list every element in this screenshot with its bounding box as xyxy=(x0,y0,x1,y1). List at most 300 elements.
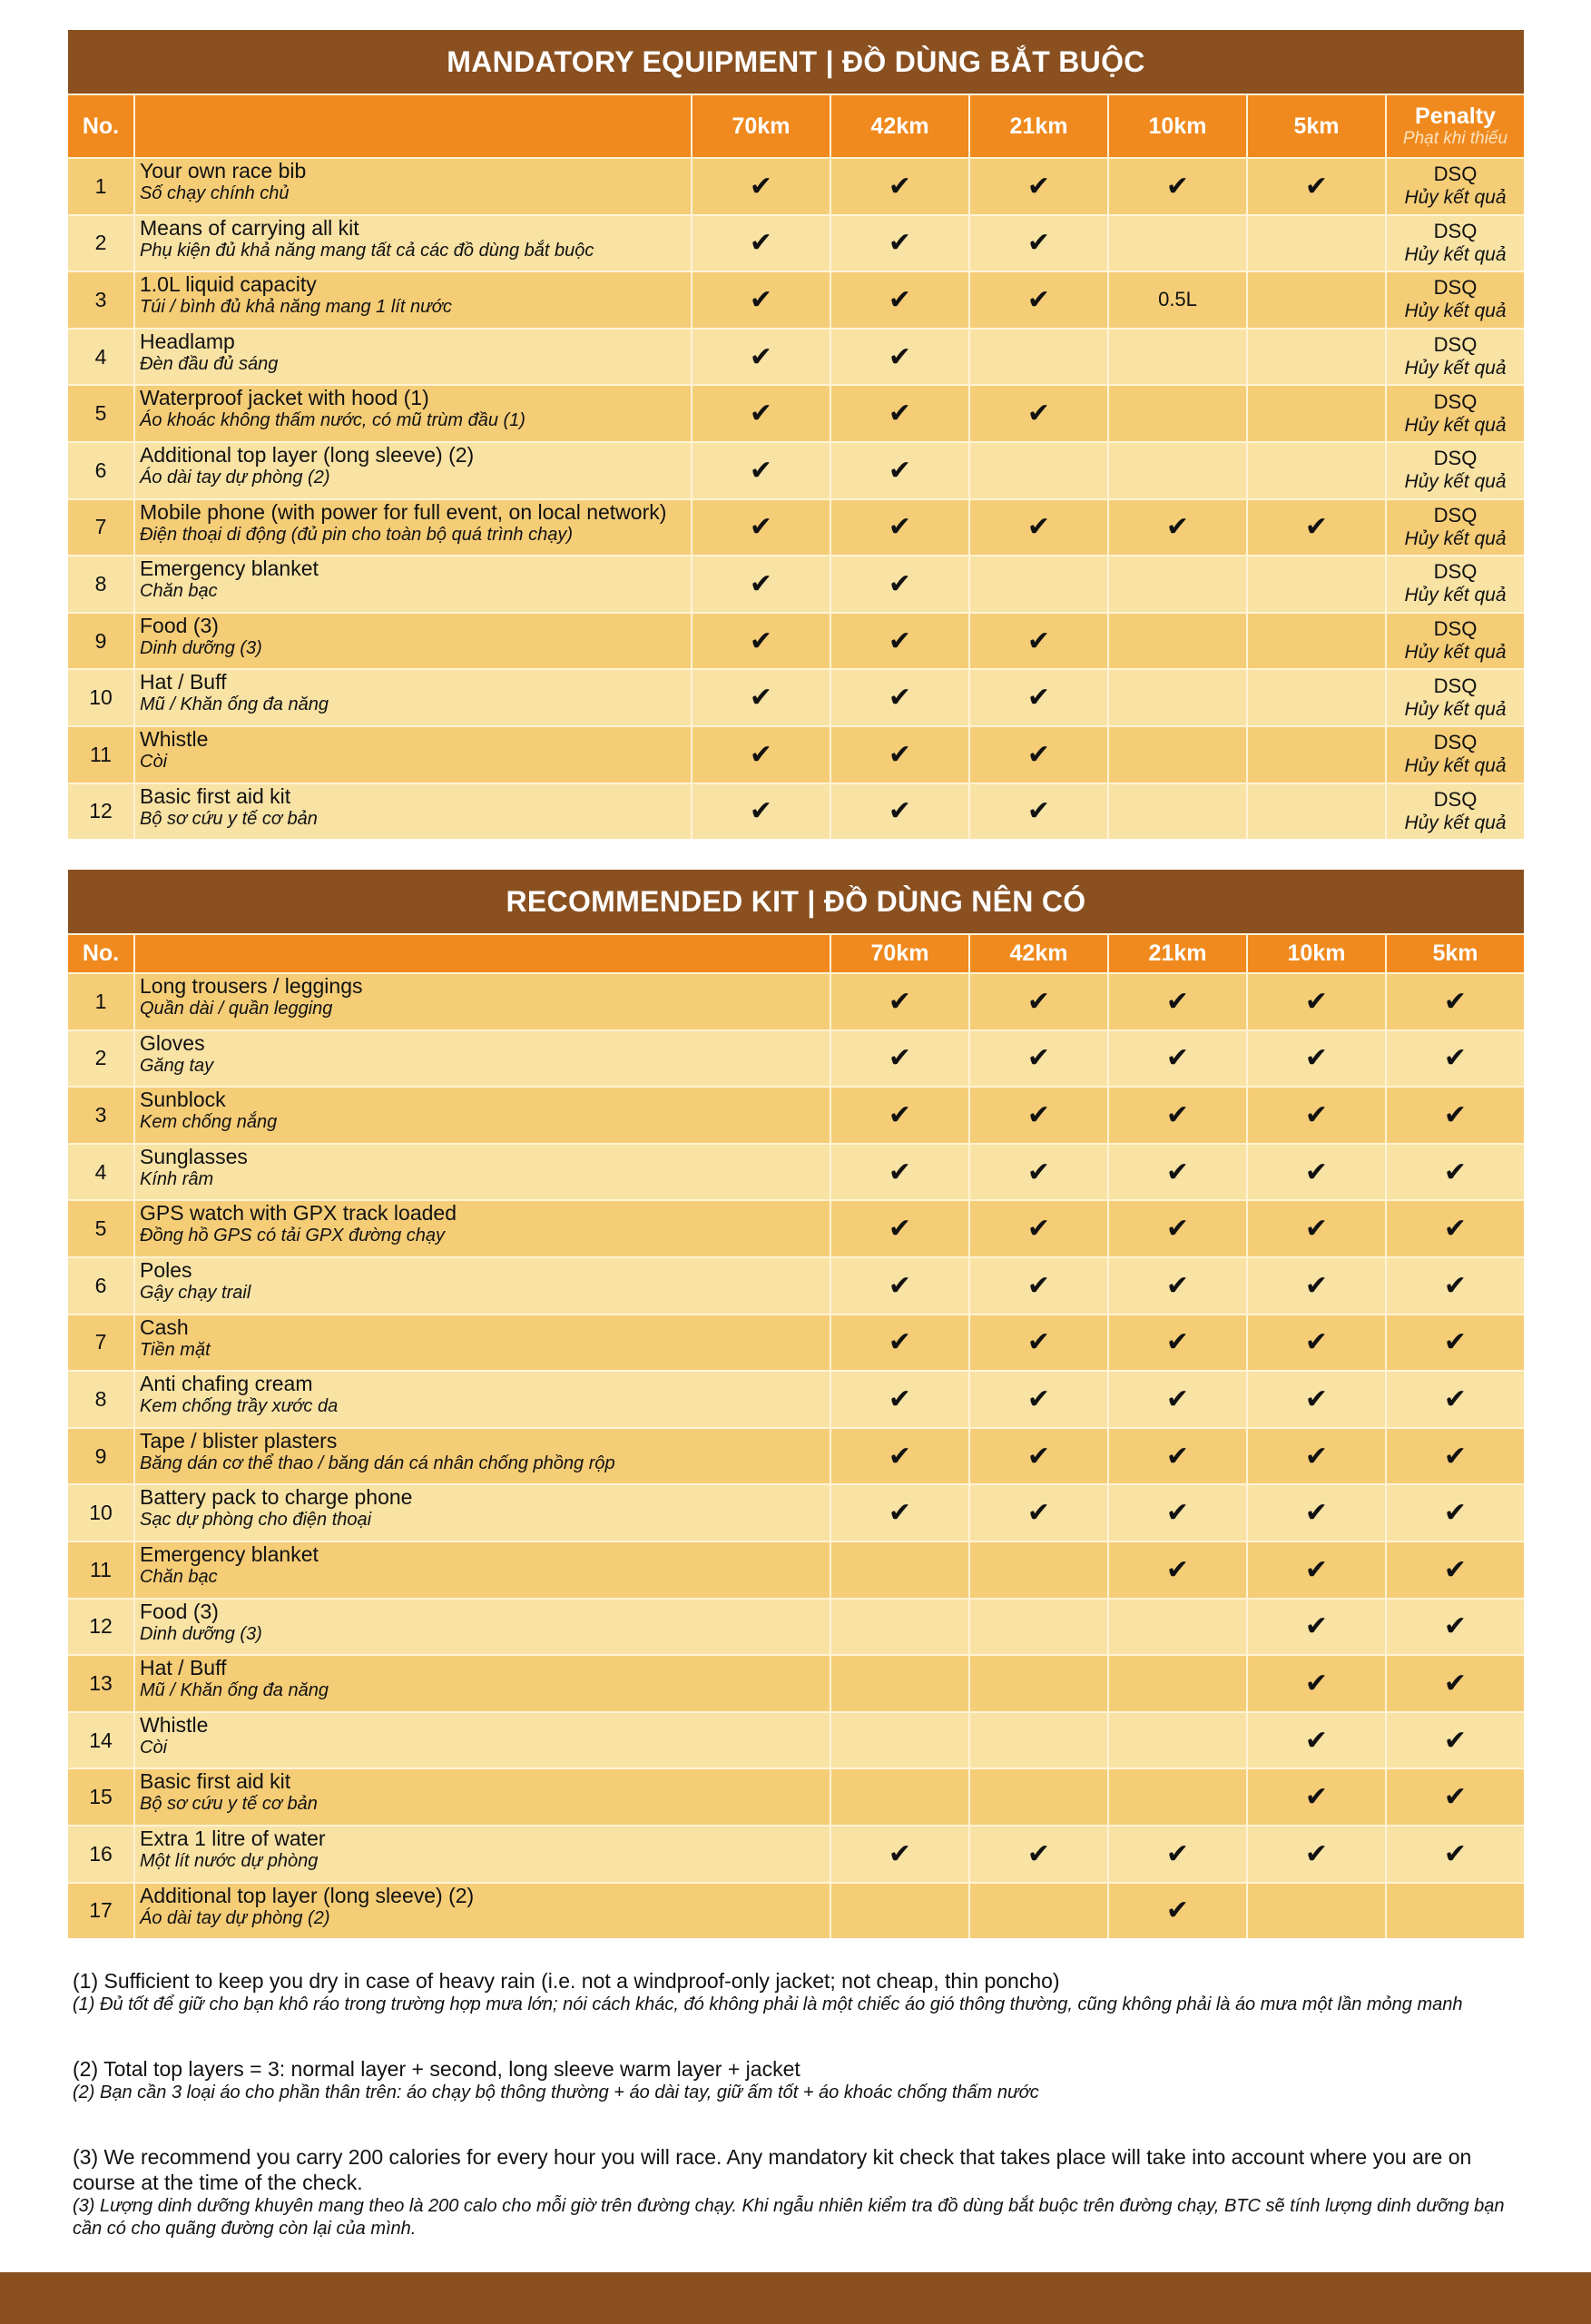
header-42km: 42km xyxy=(830,95,968,157)
row-number: 13 xyxy=(89,1670,113,1695)
cell-42km xyxy=(968,1656,1107,1711)
penalty-value: DSQ xyxy=(1433,219,1478,242)
check-icon-21km: ✔ xyxy=(968,272,1107,328)
item-name-vi: Dinh dưỡng (3) xyxy=(140,637,262,658)
header-no: No. xyxy=(82,940,120,966)
cell-10km xyxy=(1246,1884,1385,1939)
penalty-cell xyxy=(1385,272,1524,328)
cell-70km xyxy=(830,1656,968,1711)
row-number: 2 xyxy=(94,231,107,255)
check-icon-10km: ✔ xyxy=(1246,1769,1385,1825)
item-name: Whistle xyxy=(140,1712,209,1737)
table-row xyxy=(68,328,1524,385)
penalty-value-vi: Hủy kết quả xyxy=(1404,812,1507,833)
check-icon-42km: ✔ xyxy=(830,614,968,669)
table-row xyxy=(68,157,1524,214)
check-icon-10km: ✔ xyxy=(1246,1031,1385,1087)
item-cell xyxy=(133,1713,830,1768)
item-name: Whistle xyxy=(140,726,209,751)
penalty-value: DSQ xyxy=(1433,560,1478,584)
item-name: Anti chafing cream xyxy=(140,1372,313,1396)
table-row xyxy=(68,668,1524,725)
item-name: Long trousers / leggings xyxy=(140,974,363,998)
check-icon-10km: ✔ xyxy=(1246,1145,1385,1200)
cell-5km xyxy=(1246,330,1385,385)
check-icon-21km: ✔ xyxy=(1107,1827,1246,1882)
penalty-value-vi: Hủy kết quả xyxy=(1404,755,1507,777)
check-icon-70km: ✔ xyxy=(830,1827,968,1882)
item-name-vi: Tiền mặt xyxy=(140,1339,211,1360)
cell-10km: 0.5L xyxy=(1107,272,1246,328)
penalty-value: DSQ xyxy=(1433,162,1478,186)
row-number: 12 xyxy=(89,1614,113,1639)
penalty-value: DSQ xyxy=(1433,787,1478,811)
item-name: Basic first aid kit xyxy=(140,783,291,808)
table-row xyxy=(68,1768,1524,1825)
table-row xyxy=(68,441,1524,498)
cell-5km xyxy=(1385,1884,1524,1939)
table-row xyxy=(68,783,1524,840)
check-icon-70km: ✔ xyxy=(830,1315,968,1371)
row-number: 8 xyxy=(94,571,107,596)
item-cell xyxy=(133,216,691,271)
item-cell xyxy=(133,556,691,612)
table-row xyxy=(68,1086,1524,1143)
check-icon-70km: ✔ xyxy=(691,670,830,725)
item-name: Gloves xyxy=(140,1030,205,1055)
footnote-1 xyxy=(73,1968,1516,2016)
item-name: Waterproof jacket with hood (1) xyxy=(140,386,429,410)
cell-21km xyxy=(1107,1713,1246,1768)
header-70km: 70km xyxy=(691,95,830,157)
item-name-vi: Gậy chạy trail xyxy=(140,1282,251,1303)
check-icon-5km: ✔ xyxy=(1385,1429,1524,1484)
item-name-vi: Chăn bạc xyxy=(140,581,218,602)
item-cell xyxy=(133,1485,830,1541)
check-icon-10km: ✔ xyxy=(1246,1827,1385,1882)
check-icon-42km: ✔ xyxy=(968,1031,1107,1087)
penalty-cell xyxy=(1385,500,1524,556)
cell-21km xyxy=(968,330,1107,385)
item-name: Sunblock xyxy=(140,1088,226,1112)
header-penalty-label-vi: Phạt khi thiếu xyxy=(1402,129,1508,148)
check-icon-21km: ✔ xyxy=(1107,1145,1246,1200)
item-name-vi: Kem chống trầy xước da xyxy=(140,1396,339,1417)
table-row xyxy=(68,271,1524,328)
table-row xyxy=(68,1199,1524,1256)
check-icon-10km: ✔ xyxy=(1246,1429,1385,1484)
penalty-value-vi: Hủy kết quả xyxy=(1404,358,1507,379)
penalty-value-vi: Hủy kết quả xyxy=(1404,300,1507,322)
item-name: Cash xyxy=(140,1315,189,1339)
cell-70km xyxy=(830,1769,968,1825)
header-21km: 21km xyxy=(1107,935,1246,972)
row-number: 10 xyxy=(89,1501,113,1525)
check-icon-42km: ✔ xyxy=(968,1372,1107,1427)
cell-10km xyxy=(1107,784,1246,840)
item-name: Means of carrying all kit xyxy=(140,215,359,240)
item-cell xyxy=(133,1031,830,1087)
cell-10km xyxy=(1107,556,1246,612)
check-icon-5km: ✔ xyxy=(1385,1145,1524,1200)
table-row xyxy=(68,1541,1524,1598)
penalty-cell xyxy=(1385,386,1524,441)
check-icon-21km: ✔ xyxy=(1107,1031,1246,1087)
table-row xyxy=(68,1882,1524,1939)
check-icon-5km: ✔ xyxy=(1385,1201,1524,1256)
check-icon-21km: ✔ xyxy=(1107,1201,1246,1256)
check-icon-10km: ✔ xyxy=(1246,1656,1385,1711)
check-icon-70km: ✔ xyxy=(691,727,830,783)
header-21km: 21km xyxy=(968,95,1107,157)
header-5km: 5km xyxy=(1385,935,1524,972)
cell-21km xyxy=(1107,1656,1246,1711)
item-cell xyxy=(133,1088,830,1143)
check-icon-70km: ✔ xyxy=(691,784,830,840)
penalty-value-vi: Hủy kết quả xyxy=(1404,471,1507,493)
item-name-vi: Kem chống nắng xyxy=(140,1112,278,1133)
mandatory-title: MANDATORY EQUIPMENT | ĐỒ DÙNG BẮT BUỘC xyxy=(68,30,1524,94)
item-name: Battery pack to charge phone xyxy=(140,1485,413,1510)
header-10km: 10km xyxy=(1107,95,1246,157)
item-name: Sunglasses xyxy=(140,1144,248,1168)
footnotes xyxy=(73,1968,1516,2259)
check-icon-70km: ✔ xyxy=(691,330,830,385)
row-number: 11 xyxy=(90,742,112,766)
item-name-vi: Phụ kiện đủ khả năng mang tất cả các đồ dùng bắt buộc xyxy=(140,240,594,261)
item-name-vi: Bộ sơ cứu y tế cơ bản xyxy=(140,808,318,829)
row-number: 9 xyxy=(94,628,107,653)
mandatory-equipment-table xyxy=(68,30,1524,839)
row-number: 7 xyxy=(94,515,107,539)
cell-70km xyxy=(830,1884,968,1939)
check-icon-21km: ✔ xyxy=(968,386,1107,441)
check-icon-70km: ✔ xyxy=(830,974,968,1029)
cell-5km xyxy=(1246,784,1385,840)
penalty-value-vi: Hủy kết quả xyxy=(1404,527,1507,549)
check-icon-10km: ✔ xyxy=(1246,1600,1385,1655)
check-icon-10km: ✔ xyxy=(1246,974,1385,1029)
item-name-vi: Mũ / Khăn ống đa năng xyxy=(140,694,329,715)
table-row xyxy=(68,1143,1524,1200)
mandatory-body xyxy=(68,157,1524,839)
header-penalty-label: Penalty xyxy=(1415,103,1496,129)
item-name-vi: Đèn đầu đủ sáng xyxy=(140,353,279,374)
item-name-vi: Túi / bình đủ khả năng mang 1 lít nước xyxy=(140,297,452,318)
header-10km: 10km xyxy=(1246,935,1385,972)
check-icon-42km: ✔ xyxy=(968,1315,1107,1371)
item-cell xyxy=(133,1769,830,1825)
penalty-value-vi: Hủy kết quả xyxy=(1404,585,1507,606)
check-icon-21km: ✔ xyxy=(1107,1429,1246,1484)
item-cell xyxy=(133,1884,830,1939)
item-cell xyxy=(133,614,691,669)
item-name: Food (3) xyxy=(140,613,219,637)
penalty-value: DSQ xyxy=(1433,674,1478,697)
penalty-value-vi: Hủy kết quả xyxy=(1404,187,1507,209)
item-name: Additional top layer (long sleeve) (2) xyxy=(140,442,475,467)
check-icon-5km: ✔ xyxy=(1385,1315,1524,1371)
item-cell xyxy=(133,500,691,556)
check-icon-42km: ✔ xyxy=(830,784,968,840)
check-icon-5km: ✔ xyxy=(1385,1713,1524,1768)
cell-21km xyxy=(1107,1769,1246,1825)
item-cell xyxy=(133,974,830,1029)
check-icon-21km: ✔ xyxy=(1107,1884,1246,1939)
item-name-vi: Số chạy chính chủ xyxy=(140,183,290,203)
row-number: 12 xyxy=(89,799,113,823)
check-icon-5km: ✔ xyxy=(1385,1485,1524,1541)
check-icon-10km: ✔ xyxy=(1107,159,1246,214)
cell-5km xyxy=(1246,556,1385,612)
table-row xyxy=(68,1711,1524,1768)
penalty-value-vi: Hủy kết quả xyxy=(1404,698,1507,720)
item-name-vi: Quần dài / quần legging xyxy=(140,999,333,1019)
item-name: Extra 1 litre of water xyxy=(140,1826,326,1850)
row-number: 11 xyxy=(90,1557,112,1581)
item-cell xyxy=(133,272,691,328)
item-name-vi: Kính râm xyxy=(140,1168,214,1189)
cell-10km xyxy=(1107,330,1246,385)
cell-5km xyxy=(1246,272,1385,328)
item-name: Poles xyxy=(140,1257,192,1282)
item-cell xyxy=(133,159,691,214)
penalty-cell xyxy=(1385,159,1524,214)
check-icon-5km: ✔ xyxy=(1385,1827,1524,1882)
footnote-1-vi: (1) Đủ tốt để giữ cho bạn khô ráo trong trường hợp mưa lớn; nói cách khác, đó không phải là một chiếc áo gió thông thường, cũng không phải là áo mưa một lần mỏng manh xyxy=(73,1994,1463,2014)
penalty-cell xyxy=(1385,784,1524,840)
cell-42km xyxy=(968,1542,1107,1598)
header-70km: 70km xyxy=(830,935,968,972)
check-icon-42km: ✔ xyxy=(968,1201,1107,1256)
check-icon-21km: ✔ xyxy=(1107,1088,1246,1143)
recommended-kit-table xyxy=(68,870,1524,1938)
cell-5km xyxy=(1246,443,1385,498)
check-icon-42km: ✔ xyxy=(830,443,968,498)
row-number: 9 xyxy=(94,1443,107,1468)
check-icon-5km: ✔ xyxy=(1246,500,1385,556)
row-number: 6 xyxy=(94,1273,107,1297)
check-icon-42km: ✔ xyxy=(968,1088,1107,1143)
check-icon-5km: ✔ xyxy=(1385,1656,1524,1711)
check-icon-21km: ✔ xyxy=(1107,1542,1246,1598)
cell-5km xyxy=(1246,670,1385,725)
cell-70km xyxy=(830,1542,968,1598)
check-icon-70km: ✔ xyxy=(691,386,830,441)
item-name-vi: Găng tay xyxy=(140,1055,214,1076)
item-name-vi: Còi xyxy=(140,1737,168,1758)
row-number: 7 xyxy=(94,1330,107,1354)
check-icon-42km: ✔ xyxy=(830,159,968,214)
row-number: 8 xyxy=(94,1386,107,1411)
table-row xyxy=(68,555,1524,612)
check-icon-70km: ✔ xyxy=(830,1485,968,1541)
item-cell xyxy=(133,727,691,783)
item-name-vi: Điện thoại di động (đủ pin cho toàn bộ quá trình chạy) xyxy=(140,524,573,545)
check-icon-42km: ✔ xyxy=(830,556,968,612)
row-number: 3 xyxy=(94,1102,107,1127)
cell-42km xyxy=(968,1884,1107,1939)
footer-bar xyxy=(0,2272,1591,2324)
check-icon-5km: ✔ xyxy=(1385,1031,1524,1087)
penalty-value-vi: Hủy kết quả xyxy=(1404,243,1507,265)
check-icon-5km: ✔ xyxy=(1385,1600,1524,1655)
table-row xyxy=(68,214,1524,271)
row-number: 2 xyxy=(94,1046,107,1070)
item-name-vi: Dinh dưỡng (3) xyxy=(140,1623,262,1644)
check-icon-42km: ✔ xyxy=(968,1145,1107,1200)
item-name: Additional top layer (long sleeve) (2) xyxy=(140,1883,475,1907)
item-name: Emergency blanket xyxy=(140,556,319,581)
table-row xyxy=(68,1427,1524,1484)
row-number: 10 xyxy=(89,685,113,710)
mandatory-header-row xyxy=(68,94,1524,157)
penalty-cell xyxy=(1385,614,1524,669)
header-penalty xyxy=(1385,95,1524,157)
check-icon-21km: ✔ xyxy=(968,500,1107,556)
check-icon-21km: ✔ xyxy=(968,216,1107,271)
row-number: 16 xyxy=(89,1841,113,1866)
check-icon-21km: ✔ xyxy=(1107,1372,1246,1427)
cell-10km xyxy=(1107,727,1246,783)
footnote-3-vi: (3) Lượng dinh dưỡng khuyên mang theo là 200 calo cho mỗi giờ trên đường chạy. Khi ngẫu nhiên kiểm tra đồ dùng bắt buộc trên đường chạy, BTC sẽ tính lượng dinh dưỡng bạn cần có cho quãng đường còn lại của mình. xyxy=(73,2196,1505,2239)
check-icon-70km: ✔ xyxy=(830,1145,968,1200)
check-icon-42km: ✔ xyxy=(830,500,968,556)
check-icon-42km: ✔ xyxy=(968,974,1107,1029)
row-number: 5 xyxy=(94,401,107,426)
item-name: Your own race bib xyxy=(140,159,307,182)
cell-21km xyxy=(1107,1600,1246,1655)
penalty-cell xyxy=(1385,443,1524,498)
penalty-value: DSQ xyxy=(1433,276,1478,300)
check-icon-42km: ✔ xyxy=(830,727,968,783)
check-icon-70km: ✔ xyxy=(691,500,830,556)
check-icon-42km: ✔ xyxy=(968,1485,1107,1541)
check-icon-21km: ✔ xyxy=(968,784,1107,840)
check-icon-21km: ✔ xyxy=(968,670,1107,725)
table-row xyxy=(68,498,1524,556)
cell-5km xyxy=(1246,216,1385,271)
footnote-2 xyxy=(73,2056,1516,2104)
check-icon-70km: ✔ xyxy=(830,1031,968,1087)
row-number: 4 xyxy=(94,344,107,369)
table-row xyxy=(68,1598,1524,1655)
check-icon-70km: ✔ xyxy=(691,614,830,669)
item-name: Mobile phone (with power for full event, on local network) xyxy=(140,499,667,524)
item-name: Headlamp xyxy=(140,329,235,353)
cell-21km xyxy=(968,556,1107,612)
cell-10km xyxy=(1107,614,1246,669)
penalty-cell xyxy=(1385,216,1524,271)
item-name: Emergency blanket xyxy=(140,1541,319,1566)
row-number: 15 xyxy=(89,1785,113,1809)
check-icon-21km: ✔ xyxy=(968,159,1107,214)
check-icon-21km: ✔ xyxy=(1107,1485,1246,1541)
penalty-cell xyxy=(1385,670,1524,725)
penalty-cell xyxy=(1385,330,1524,385)
row-number: 1 xyxy=(94,989,107,1013)
check-icon-5km: ✔ xyxy=(1385,1769,1524,1825)
check-icon-42km: ✔ xyxy=(968,1429,1107,1484)
check-icon-21km: ✔ xyxy=(1107,974,1246,1029)
check-icon-5km: ✔ xyxy=(1385,1088,1524,1143)
footnote-3-en: (3) We recommend you carry 200 calories for every hour you will race. Any mandatory kit check that takes place will take into account where you are on course at the time of the check. xyxy=(73,2145,1472,2194)
check-icon-10km: ✔ xyxy=(1246,1713,1385,1768)
cell-42km xyxy=(968,1769,1107,1825)
row-number: 6 xyxy=(94,458,107,482)
cell-21km xyxy=(968,443,1107,498)
item-cell xyxy=(133,1542,830,1598)
item-cell xyxy=(133,1600,830,1655)
row-number: 3 xyxy=(94,287,107,311)
penalty-cell xyxy=(1385,556,1524,612)
cell-70km xyxy=(830,1600,968,1655)
check-icon-10km: ✔ xyxy=(1246,1542,1385,1598)
check-icon-10km: ✔ xyxy=(1246,1258,1385,1314)
table-row xyxy=(68,972,1524,1029)
penalty-value-vi: Hủy kết quả xyxy=(1404,642,1507,664)
cell-10km xyxy=(1107,216,1246,271)
item-name-vi: Áo dài tay dự phòng (2) xyxy=(140,467,330,487)
item-name-vi: Băng dán cơ thể thao / băng dán cá nhân chống phồng rộp xyxy=(140,1452,615,1473)
check-icon-10km: ✔ xyxy=(1107,500,1246,556)
check-icon-10km: ✔ xyxy=(1246,1088,1385,1143)
item-cell xyxy=(133,386,691,441)
item-cell xyxy=(133,1372,830,1427)
item-name-vi: Đồng hồ GPS có tải GPX đường chạy xyxy=(140,1226,446,1246)
table-row xyxy=(68,1029,1524,1087)
item-name: Hat / Buff xyxy=(140,670,227,694)
check-icon-70km: ✔ xyxy=(830,1429,968,1484)
row-number: 5 xyxy=(94,1216,107,1241)
cell-5km xyxy=(1246,614,1385,669)
penalty-value-vi: Hủy kết quả xyxy=(1404,414,1507,436)
check-icon-42km: ✔ xyxy=(830,216,968,271)
cell-10km xyxy=(1107,670,1246,725)
cell-70km xyxy=(830,1713,968,1768)
item-cell xyxy=(133,1429,830,1484)
recommended-title: RECOMMENDED KIT | ĐỒ DÙNG NÊN CÓ xyxy=(68,870,1524,933)
table-row xyxy=(68,725,1524,783)
check-icon-70km: ✔ xyxy=(691,556,830,612)
penalty-cell xyxy=(1385,727,1524,783)
item-name: 1.0L liquid capacity xyxy=(140,272,317,297)
check-icon-5km: ✔ xyxy=(1385,1542,1524,1598)
item-cell xyxy=(133,1201,830,1256)
check-icon-10km: ✔ xyxy=(1246,1372,1385,1427)
item-name: Hat / Buff xyxy=(140,1656,227,1680)
penalty-value: DSQ xyxy=(1433,333,1478,357)
check-icon-21km: ✔ xyxy=(968,727,1107,783)
recommended-body xyxy=(68,972,1524,1938)
table-row xyxy=(68,1314,1524,1371)
check-icon-21km: ✔ xyxy=(1107,1258,1246,1314)
check-icon-70km: ✔ xyxy=(830,1258,968,1314)
check-icon-42km: ✔ xyxy=(830,272,968,328)
cell-10km xyxy=(1107,386,1246,441)
cell-10km xyxy=(1107,443,1246,498)
item-cell xyxy=(133,1315,830,1371)
penalty-value: DSQ xyxy=(1433,731,1478,754)
check-icon-10km: ✔ xyxy=(1246,1315,1385,1371)
table-row xyxy=(68,1825,1524,1882)
item-name-vi: Sạc dự phòng cho điện thoại xyxy=(140,1510,372,1531)
check-icon-42km: ✔ xyxy=(830,330,968,385)
item-name: Basic first aid kit xyxy=(140,1769,291,1794)
item-name-vi: Áo dài tay dự phòng (2) xyxy=(140,1907,330,1928)
cell-5km xyxy=(1246,727,1385,783)
check-icon-21km: ✔ xyxy=(968,614,1107,669)
